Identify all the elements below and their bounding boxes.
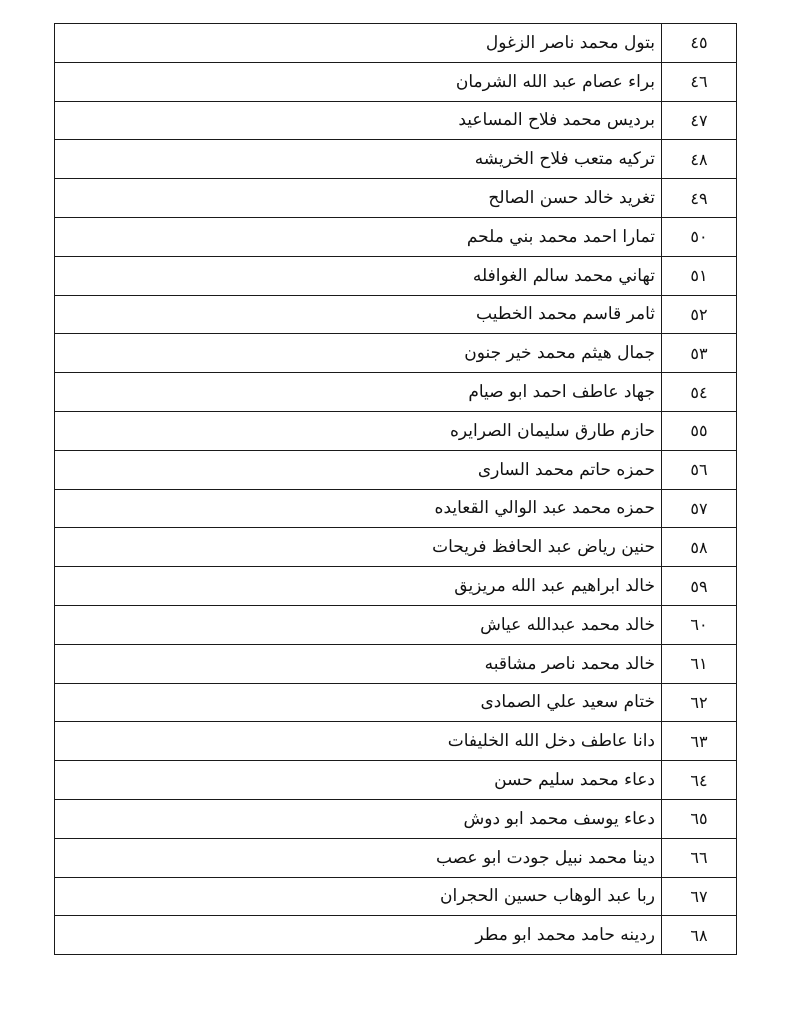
- row-number: ٥٢: [662, 295, 737, 334]
- person-name: تمارا احمد محمد بني ملحم: [55, 217, 662, 256]
- table-row: [55, 838, 737, 877]
- table-row: [55, 567, 737, 606]
- person-name: دعاء محمد سليم حسن: [55, 761, 662, 800]
- person-name: ثامر قاسم محمد الخطيب: [55, 295, 662, 334]
- row-number: ٦٨: [662, 916, 737, 955]
- table-row: [55, 761, 737, 800]
- table-row: [55, 605, 737, 644]
- row-number: ٥٦: [662, 450, 737, 489]
- person-name: خالد محمد ناصر مشاقبه: [55, 644, 662, 683]
- table-row: [55, 101, 737, 140]
- person-name: تركيه متعب فلاح الخريشه: [55, 140, 662, 179]
- row-number: ٦٧: [662, 877, 737, 916]
- row-number: ٦٢: [662, 683, 737, 722]
- table-row: [55, 916, 737, 955]
- person-name: براء عصام عبد الله الشرمان: [55, 62, 662, 101]
- table-row: [55, 683, 737, 722]
- person-name: دعاء يوسف محمد ابو دوش: [55, 799, 662, 838]
- row-number: ٥٣: [662, 334, 737, 373]
- row-number: ٦١: [662, 644, 737, 683]
- table-row: [55, 256, 737, 295]
- row-number: ٤٨: [662, 140, 737, 179]
- person-name: ردينه حامد محمد ابو مطر: [55, 916, 662, 955]
- row-number: ٥٥: [662, 411, 737, 450]
- row-number: ٦٣: [662, 722, 737, 761]
- row-number: ٤٥: [662, 24, 737, 63]
- person-name: تهاني محمد سالم الغوافله: [55, 256, 662, 295]
- table-row: [55, 24, 737, 63]
- row-number: ٥٠: [662, 217, 737, 256]
- row-number: ٤٩: [662, 179, 737, 218]
- person-name: تغريد خالد حسن الصالح: [55, 179, 662, 218]
- row-number: ٥٩: [662, 567, 737, 606]
- row-number: ٥٨: [662, 528, 737, 567]
- table-row: [55, 217, 737, 256]
- row-number: ٦٦: [662, 838, 737, 877]
- table-row: [55, 179, 737, 218]
- person-name: برديس محمد فلاح المساعيد: [55, 101, 662, 140]
- row-number: ٥٤: [662, 373, 737, 412]
- table-row: [55, 450, 737, 489]
- names-table-body: [55, 24, 737, 955]
- table-row: [55, 799, 737, 838]
- table-row: [55, 877, 737, 916]
- person-name: جهاد عاطف احمد ابو صيام: [55, 373, 662, 412]
- person-name: خالد ابراهيم عبد الله مريزيق: [55, 567, 662, 606]
- person-name: ربا عبد الوهاب حسين الحجران: [55, 877, 662, 916]
- row-number: ٥١: [662, 256, 737, 295]
- person-name: بتول محمد ناصر الزغول: [55, 24, 662, 63]
- person-name: حازم طارق سليمان الصرايره: [55, 411, 662, 450]
- person-name: حنين رياض عبد الحافظ فريحات: [55, 528, 662, 567]
- table-row: [55, 411, 737, 450]
- row-number: ٤٧: [662, 101, 737, 140]
- table-row: [55, 489, 737, 528]
- table-row: [55, 140, 737, 179]
- person-name: حمزه محمد عبد الوالي القعايده: [55, 489, 662, 528]
- table-row: [55, 528, 737, 567]
- table-row: [55, 334, 737, 373]
- person-name: دينا محمد نبيل جودت ابو عصب: [55, 838, 662, 877]
- row-number: ٦٥: [662, 799, 737, 838]
- row-number: ٦٤: [662, 761, 737, 800]
- table-row: [55, 295, 737, 334]
- row-number: ٥٧: [662, 489, 737, 528]
- person-name: ختام سعيد علي الصمادى: [55, 683, 662, 722]
- row-number: ٤٦: [662, 62, 737, 101]
- row-number: ٦٠: [662, 605, 737, 644]
- table-row: [55, 644, 737, 683]
- person-name: حمزه حاتم محمد السارى: [55, 450, 662, 489]
- table-row: [55, 373, 737, 412]
- person-name: دانا عاطف دخل الله الخليفات: [55, 722, 662, 761]
- person-name: جمال هيثم محمد خير جنون: [55, 334, 662, 373]
- person-name: خالد محمد عبدالله عياش: [55, 605, 662, 644]
- names-table: [54, 23, 737, 955]
- table-row: [55, 722, 737, 761]
- table-row: [55, 62, 737, 101]
